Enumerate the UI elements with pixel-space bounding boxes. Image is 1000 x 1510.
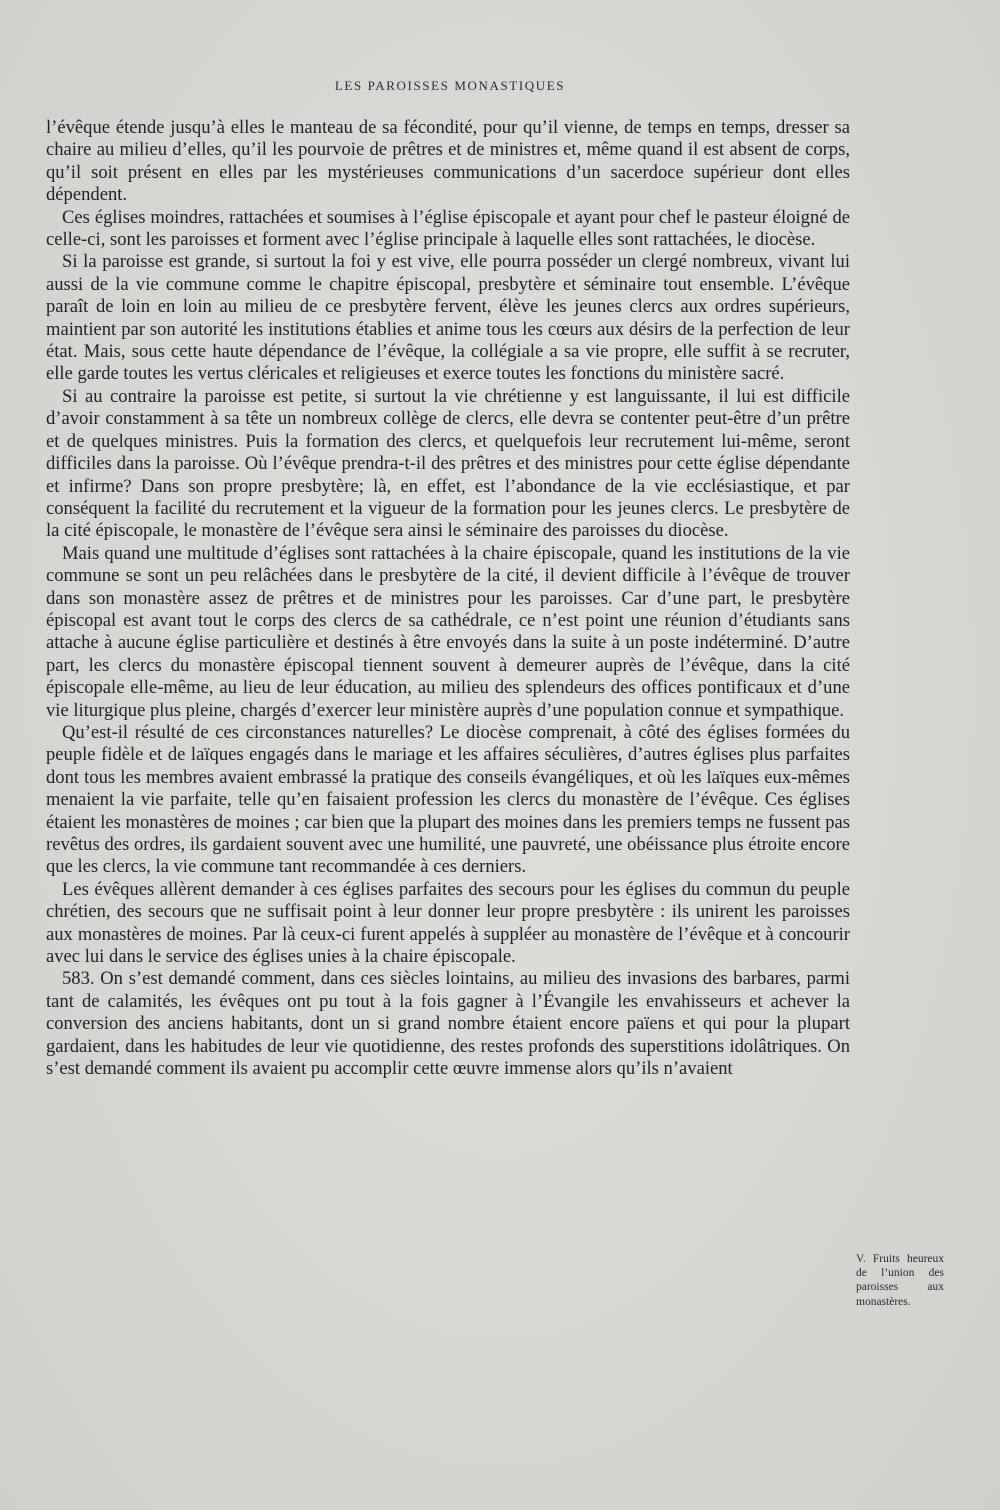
- running-head: LES PAROISSES MONASTIQUES: [334, 78, 566, 93]
- paragraph-4: Si au contraire la paroisse est petite, si surtout la vie chrétienne y est languissante, il lui est difficile d’avoir constamment à sa tête un nombreux collège de clercs, elle devra se contenter peut-être d’un prêtre et de quelques ministres. Puis la formation des clercs, et quelquefois leur recrutement lui-même, seront difficiles dans la paroisse. Où l’évêque prendra-t-il des prêtres et des ministres pour cette église dépendante et infirme? Dans son propre presbytère; là, en effet, est l’abondance de la vie ecclésiastique, et par conséquent la facilité du recrutement et la vigueur de la formation pour les jeunes clercs. Le presbytère de la cité épiscopale, le monastère de l’évêque sera ainsi le séminaire des paroisses du diocèse.: [46, 385, 850, 542]
- paragraph-583: 583. On s’est demandé comment, dans ces siècles lointains, au milieu des invasions des barbares, parmi tant de calamités, les évêques ont pu tout à la fois gagner à l’Évangile les envahisseurs et achever la conversion des anciens habitants, dont un si grand nombre étaient encore païens et qui pour la plupart gardaient, dans les habitudes de leur vie quotidienne, des restes profonds des superstitions idolâtriques. On s’est demandé comment ils avaient pu accomplir cette œuvre immense alors qu’ils n’avaient: [46, 968, 850, 1080]
- paragraph-1: l’évêque étende jusqu’à elles le manteau de sa fécondité, pour qu’il vienne, de temps en temps, dresser sa chaire au milieu d’elles, qu’il les pourvoie de prêtres et de ministres et, même quand il est absent de corps, qu’il soit présent en elles par les mystérieuses communications d’un sacerdoce supérieur dont elles dépendent.: [46, 117, 850, 206]
- paragraph-3: Si la paroisse est grande, si surtout la foi y est vive, elle pourra posséder un clergé nombreux, vivant lui aussi de la vie commune comme le chapitre épiscopal, presbytère et séminaire tout ensemble. L’évêque paraît de loin en loin au milieu de ce presbytère fervent, élève les jeunes clercs aux ordres supérieurs, maintient par son autorité les institutions établies et anime tous les cœurs aux désirs de la perfection de leur état. Mais, sous cette haute dépendance de l’évêque, la collégiale a sa vie propre, elle suffit à se recruter, elle garde toutes les vertus cléricales et religieuses et exerce toutes les fonctions du ministère sacré.: [46, 251, 850, 385]
- paragraph-2: Ces églises moindres, rattachées et soumises à l’église épiscopale et ayant pour chef le pasteur éloigné de celle-ci, sont les paroisses et forment avec l’église principale à laquelle elles sont rattachées, le diocèse.: [46, 206, 850, 251]
- paragraph-6: Qu’est-il résulté de ces circonstances naturelles? Le diocèse comprenait, à côté des églises formées du peuple fidèle et de laïques engagés dans le mariage et les affaires séculières, d’autres églises plus parfaites dont tous les membres avaient embrassé la pratique des conseils évangéliques, et où les laïques eux-mêmes menaient la vie parfaite, telle qu’en faisaient profession les clercs du monastère de l’évêque. Ces églises étaient les monastères de moines ; car bien que la plupart des moines dans les premiers temps ne fussent pas revêtus des ordres, ils gardaient souvent avec une humilité, une pauvreté, une obéissance plus étroite encore que les clercs, la vie commune tant recommandée à ces derniers.: [46, 721, 850, 878]
- body-text: [46, 117, 850, 1080]
- paragraph-5: Mais quand une multitude d’églises sont rattachées à la chaire épiscopale, quand les institutions de la vie commune se sont un peu relâchées dans le presbytère de la cité, il devient difficile à l’évêque de trouver dans son monastère assez de prêtres et de ministres pour les paroisses. Car d’une part, le presbytère épiscopal est avant tout le corps des clercs de sa cathédrale, ce n’est point une réunion d’étudiants sans attache à aucune église particulière et destinés à être envoyés dans la suite à un poste indéterminé. D’autre part, les clercs du monastère épiscopal tiennent souvent à demeurer auprès de l’évêque, dans la cité épiscopale elle-même, au lieu de leur éducation, au milieu des splendeurs des offices pontificaux et d’une vie liturgique plus pleine, chargés d’exercer leur ministère auprès d’une population connue et sympathique.: [46, 542, 850, 721]
- paragraph-7: Les évêques allèrent demander à ces églises parfaites des secours pour les églises du commun du peuple chrétien, des secours que ne suffisait point à leur donner leur propre presbytère : ils unirent les paroisses aux monastères de moines. Par là ceux-ci furent appelés à suppléer au monastère de l’évêque et à concourir avec lui dans le service des églises unies à la chaire épiscopale.: [46, 878, 850, 968]
- margin-note: V. Fruits heureux de l’union des paroisses aux monastères.: [856, 1253, 944, 1308]
